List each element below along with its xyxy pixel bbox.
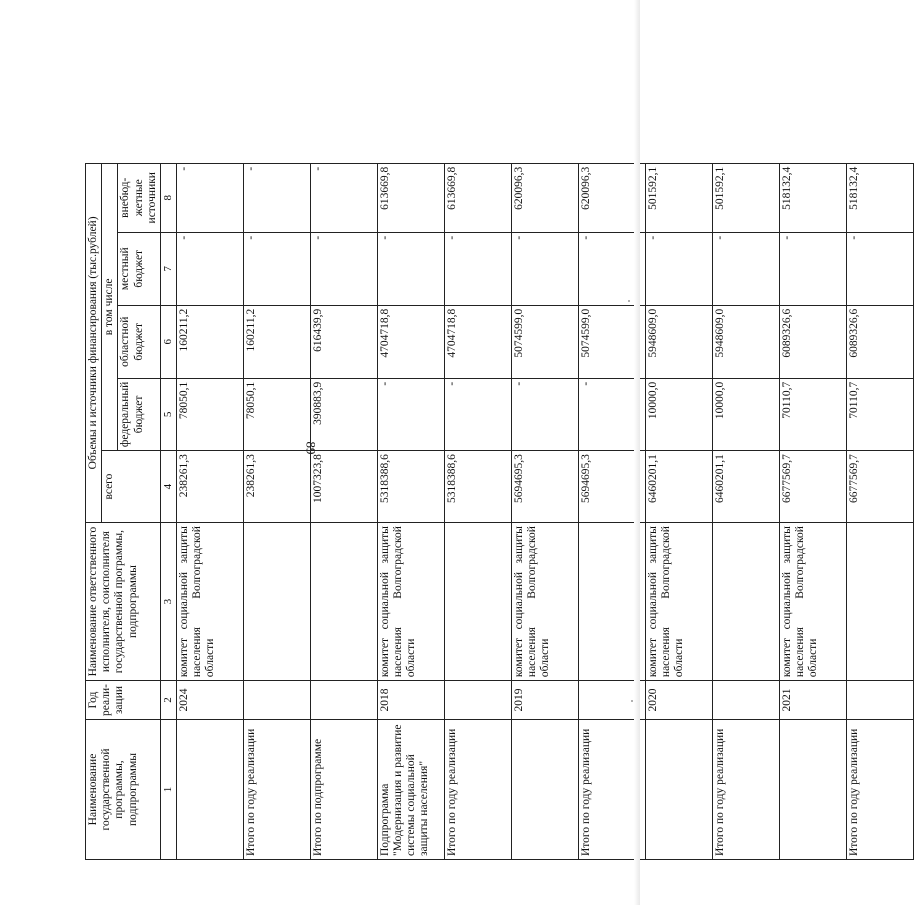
- extrabudget-cell: 613669,8: [444, 163, 511, 232]
- column-number-row: [161, 163, 177, 859]
- total-cell: 5694695,3: [578, 451, 645, 523]
- executor-cell: комитет социальной защиты населения Волгоградской области: [779, 523, 846, 681]
- table-row: [846, 163, 913, 859]
- program-name-cell: [645, 720, 712, 860]
- year-cell: [310, 681, 377, 720]
- program-name-cell: Итого по подпрограмме: [310, 720, 377, 860]
- extrabudget-cell: 620096,3: [511, 163, 578, 232]
- column-number: 4: [161, 451, 177, 523]
- local-cell: -: [645, 232, 712, 305]
- regional-cell: 6089326,6: [779, 305, 846, 378]
- executor-cell: комитет социальной защиты населения Волгоградской области: [511, 523, 578, 681]
- column-number: 6: [161, 305, 177, 378]
- federal-cell: -: [444, 378, 511, 450]
- table-row: [645, 163, 712, 859]
- header-local: местный бюджет: [118, 232, 161, 305]
- table-row: [444, 163, 511, 859]
- local-cell: -: [511, 232, 578, 305]
- total-cell: 5694695,3: [511, 451, 578, 523]
- column-number: 7: [161, 232, 177, 305]
- extrabudget-cell: 613669,8: [377, 163, 444, 232]
- page-number: 89: [303, 441, 319, 455]
- total-cell: 1007323,8: [310, 451, 377, 523]
- year-cell: 2018: [377, 681, 444, 720]
- header-program-name: Наименование государственной программы, подпрограммы: [86, 720, 161, 860]
- extrabudget-cell: -: [176, 163, 243, 232]
- header-regional: областной бюджет: [118, 305, 161, 378]
- extrabudget-cell: 501592,1: [712, 163, 779, 232]
- column-number: 2: [161, 681, 177, 720]
- header-year: Год реали-зации: [86, 681, 161, 720]
- federal-cell: -: [511, 378, 578, 450]
- federal-cell: 70110,7: [779, 378, 846, 450]
- regional-cell: 160211,2: [243, 305, 310, 378]
- table-row: [176, 163, 243, 859]
- header-extrabudget: внебюд-жетные источники: [118, 163, 161, 232]
- program-name-cell: [779, 720, 846, 860]
- program-name-cell: Подпрограмма "Модернизация и развитие системы социальной защиты населения": [377, 720, 444, 860]
- column-number: 5: [161, 378, 177, 450]
- federal-cell: 78050,1: [243, 378, 310, 450]
- program-name-cell: [176, 720, 243, 860]
- local-cell: -: [712, 232, 779, 305]
- program-name-cell: Итого по году реализации: [846, 720, 913, 860]
- total-cell: 5318388,6: [444, 451, 511, 523]
- total-cell: 5318388,6: [377, 451, 444, 523]
- executor-cell: [846, 523, 913, 681]
- executor-cell: комитет социальной защиты населения Волгоградской области: [176, 523, 243, 681]
- year-cell: 2024: [176, 681, 243, 720]
- table-row: [310, 163, 377, 859]
- total-cell: 6460201,1: [645, 451, 712, 523]
- local-cell: -: [377, 232, 444, 305]
- table-row: [712, 163, 779, 859]
- program-name-cell: [511, 720, 578, 860]
- header-funding: Объемы и источники финансирования (тыс.рублей): [86, 163, 102, 522]
- year-cell: [712, 681, 779, 720]
- regional-cell: 160211,2: [176, 305, 243, 378]
- year-cell: [846, 681, 913, 720]
- column-number: 1: [161, 720, 177, 860]
- executor-cell: комитет социальной защиты населения Волгоградской области: [645, 523, 712, 681]
- program-name-cell: Итого по году реализации: [712, 720, 779, 860]
- table-row: [779, 163, 846, 859]
- total-cell: 238261,3: [243, 451, 310, 523]
- executor-cell: [444, 523, 511, 681]
- total-cell: 238261,3: [176, 451, 243, 523]
- total-cell: 6677569,7: [779, 451, 846, 523]
- executor-cell: [310, 523, 377, 681]
- total-cell: 6460201,1: [712, 451, 779, 523]
- regional-cell: 6089326,6: [846, 305, 913, 378]
- regional-cell: 4704718,8: [444, 305, 511, 378]
- local-cell: -: [243, 232, 310, 305]
- federal-cell: 70110,7: [846, 378, 913, 450]
- header-including: в том числе: [102, 163, 118, 450]
- extrabudget-cell: -: [243, 163, 310, 232]
- table-row: [243, 163, 310, 859]
- year-cell: [243, 681, 310, 720]
- executor-cell: комитет социальной защиты населения Волгоградской области: [377, 523, 444, 681]
- local-cell: -: [779, 232, 846, 305]
- header-executor: Наименование ответственного исполнителя, соисполнителя государственной программы, подпрограммы: [86, 523, 161, 681]
- local-cell: -: [846, 232, 913, 305]
- header-federal: федеральный бюджет: [118, 378, 161, 450]
- scan-speck: [628, 300, 630, 302]
- regional-cell: 5074599,0: [578, 305, 645, 378]
- extrabudget-cell: 620096,3: [578, 163, 645, 232]
- regional-cell: 616439,9: [310, 305, 377, 378]
- federal-cell: 390883,9: [310, 378, 377, 450]
- header-total: всего: [102, 451, 161, 523]
- local-cell: -: [310, 232, 377, 305]
- local-cell: -: [444, 232, 511, 305]
- scan-speck: [631, 700, 633, 702]
- program-name-cell: Итого по году реализации: [578, 720, 645, 860]
- federal-cell: -: [578, 378, 645, 450]
- local-cell: -: [578, 232, 645, 305]
- year-cell: 2021: [779, 681, 846, 720]
- extrabudget-cell: -: [310, 163, 377, 232]
- local-cell: -: [176, 232, 243, 305]
- column-number: 3: [161, 523, 177, 681]
- year-cell: 2019: [511, 681, 578, 720]
- extrabudget-cell: 501592,1: [645, 163, 712, 232]
- program-name-cell: Итого по году реализации: [444, 720, 511, 860]
- federal-cell: -: [377, 378, 444, 450]
- federal-cell: 10000,0: [712, 378, 779, 450]
- column-number: 8: [161, 163, 177, 232]
- federal-cell: 10000,0: [645, 378, 712, 450]
- funding-table: [85, 163, 914, 860]
- extrabudget-cell: 518132,4: [846, 163, 913, 232]
- program-name-cell: Итого по году реализации: [243, 720, 310, 860]
- regional-cell: 5948609,0: [645, 305, 712, 378]
- year-cell: 2020: [645, 681, 712, 720]
- executor-cell: [243, 523, 310, 681]
- executor-cell: [712, 523, 779, 681]
- scan-edge: [634, 0, 640, 905]
- year-cell: [444, 681, 511, 720]
- table-row: [377, 163, 444, 859]
- federal-cell: 78050,1: [176, 378, 243, 450]
- regional-cell: 5948609,0: [712, 305, 779, 378]
- extrabudget-cell: 518132,4: [779, 163, 846, 232]
- total-cell: 6677569,7: [846, 451, 913, 523]
- regional-cell: 5074599,0: [511, 305, 578, 378]
- regional-cell: 4704718,8: [377, 305, 444, 378]
- table-row: [511, 163, 578, 859]
